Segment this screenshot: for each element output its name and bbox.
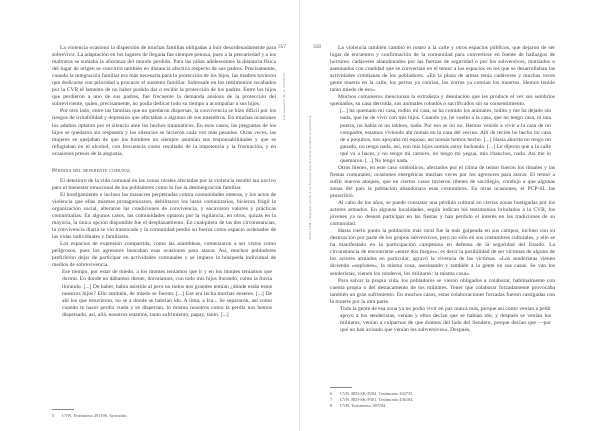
- footnote-rule: [330, 387, 352, 388]
- footnote: [52, 413, 276, 419]
- footnote-text: CVR. Testimonio 201196. Ayacucho.: [62, 413, 128, 418]
- page-number: 358: [313, 44, 321, 50]
- running-head-right: Tomo VIII | Segunda parte: Los factores que hicieron posible la violencia: [308, 115, 312, 240]
- footnote: 6 CVR. BDI-SK-P294. Testimonio 202735.: [330, 391, 414, 396]
- left-paragraph: La violencia ocasionó la dispersión de muchas familias obligadas a huir desordenadamente para sobrevivir. La adaptación en los lugares de llegada fue siempre penosa, pues a la precariedad y a los maltratos se sumaba la añoranza del mundo perdido. Para las niñas adolescentes la distancia física del lugar de origen se convirtió también en distancia afectiva respecto de sus padres. Precisamente, cuando la integración familiar era más necesaria para la protección de los hijos, las madres tuvieron que dedicarse con prioridad a procurar el sustento familiar. Sobresale en los testimonios recabados por la CVR el lamento de no haber podido dar o recibir la protección de los padres. Entre los hijos que perdieron a uno de sus padres, fue frecuente la demanda ansiosa de la protección del sobreviviente, quien, precisamente, no podía dedicar todo su tiempo a acompañar a sus hijos.: [52, 45, 276, 108]
- right-paragraph: Muchos comuneros mencionan la extrañeza y desolación que les produce el ver sus sembríos quemados, su casa derruida, sus animales robados o sacrificados sin su consentimiento.: [330, 94, 555, 108]
- right-paragraph: Al cabo de los años, se puede constatar una pérdida cultural en ciertas zonas hostigadas por los actores armados. En algunas localidades, según indican los testimonios brindados a la CVR, los jóvenes ya no desean participar en las fiestas y han perdido el interés en las tradiciones de su comunidad.: [330, 200, 555, 228]
- right-paragraph: Hasta cierto punto la población más rural fue la más golpeada en sus campos, incluso con su destrucción por parte de los grupos subversivos, pero no sólo en sus costumbres culturales, y ello se ha manifestado en la participación campesina en defensa de la seguridad del Estado. La circunstancia de encontrarse «entre dos fuegos», es decir la posibilidad de ser víctimas de alguno de los actores armados en particular, agravó la vivencia de las víctimas. «Los senderistas vienen diciendo «soplones», la misma cosa, asesinando y también a la gente en sus casas. Se van los senderistas, vienen los ronderos, los militares: la misma cosa».: [330, 228, 555, 277]
- section-title: Pérdida del referente comunal: [52, 167, 131, 174]
- left-paragraph: El deterioro de la vida comunal en las zonas rurales afectadas por la violencia resultó tan nocivo para el bienestar emocional de los pobladores como lo fue la desintegración familiar.: [52, 177, 276, 191]
- left-paragraph: Los espacios de expresión compartida, como las asambleas, comenzaron a ser vistos como peligrosos, pues los agresores buscaban esas ocasiones para atacar. Así, muchos pobladores prefirieron dejar de participar en actividades comunales y se impuso la búsqueda individual de medios de sobrevivencia.: [52, 241, 276, 269]
- footnotes: [330, 391, 555, 409]
- footnote-rule: [52, 409, 74, 410]
- testimony-quote: Ese tiempo, por estar de miedo, a los montes teníamos que ir y en los montes teníamos que dormir. En donde no dábamos diente, dormíamos, con todo mis hijos llorando, como la lluvia llorando. [...] De haber, había asistido al pero no todos nos grandes temían ¿dónde están estos nuestros hijos? Ello también, de miedo se fueron. [...] Ese era lecha muchas enseres. [...] De ahí los que estuvieron, no se a dónde se habrían ido. A lima, a Ica... Se separaron, así como cuando te hacer perdiz vuela y se dispersan, lo mismo nosotros como la perdiz nos hemos dispersado, así, allá, nosotros estamos, tanto sufrimiento, papay, tanto. [...]: [62, 269, 272, 318]
- right-page-body: [330, 45, 555, 334]
- left-paragraph: Por otro lado, entre las familias que no quedaron dispersas, la convivencia se hizo difícil por los riesgos de irritabilidad y depresión que afectaban a algunos de sus miembros. En muchas ocasiones los adultos optaron por el silencio ante los hechos traumáticos. En esos casos, las preguntas de los hijos se quedaron sin respuesta y los silencios se hicieron cada vez más pesados. Otras veces, las mujeres se quejaban de que los hombres no siempre asumían sus responsabilidades y que se refugiaban en el alcohol, con frecuencia como resultado de la impotencia y la frustración, y en ocasiones presos de la angustia.: [52, 108, 276, 157]
- testimony-quote: Toda la gente de esa zona ya no podía vivir en paz nunca más, porque así como venían a pedir apoyo a los senderistas, venían y ellos decían que se habían ido, y después se venían los militares, venían a culparnos de que éramos del lado del Sendero, porque decían que —por qué no han avisado que venían los subversivos». Después,: [340, 305, 551, 333]
- right-paragraph: Otros bienes, en este caso simbólicos, afectados por el clima de temor fueron los rituales y las fiestas comunales, ocasiones energéticas muchas veces por los agresores para atacar. El temor a sufrir nuevos ataques, que en ciertos casos tuvieron ribetes de sacrilegio, condujo a que algunas zonas del país la población abandonara esas costumbres. En otras ocasiones, el PCP-SL las proscribió.: [330, 164, 555, 199]
- page-number: 357: [278, 44, 286, 50]
- footnote-number: 5: [52, 413, 55, 418]
- running-head-left: Las secuelas de la violencia: [282, 72, 286, 120]
- right-paragraph: Para salvar la propia vida, los pobladores se vieron obligados a colaborar, habitualmente con cuenta propia o del destacamento de los militares. Tener que colaborar forzadamente provocaba también un gran sufrimiento. En muchos casos, estas colaboraciones forzadas fueron castigadas con la muerte por la otra parte.: [330, 277, 555, 305]
- left-page-body: [52, 45, 276, 319]
- left-paragraph: El hostigamiento e incluso las masacres perpetradas contra comunidades enteras, y los actos de violencia que ellas mismas protagonizaron, debilitaron los lazos comunitarios, hicieron frágil la organización social, alteraron las condiciones de convivencia, y socavaron valores y prácticas comunitarias. En algunos casos, las comunidades optaron por la vigilancia; en otros, quizás en la mayoría, la única opción disponible fue el desplazamiento. En cualquiera de las dos circunstancias, la convivencia diaria se vio trastocada y la comunidad perdió su fuerza como espacio ordenador de las vidas individuales y familiares.: [52, 191, 276, 241]
- footnote: 8 CVR. Testimonio 100784.: [330, 403, 387, 408]
- footnote: 7 CVR. BDI-SK-P301. Testimonio 436184.: [330, 397, 414, 402]
- right-paragraph: La violencia también cambió el rostro a la calle y otros espacios públicos, que dejaron de ser lugar de encuentro y confirmación de la comunidad para convertirse en fuente de hallazgos de horrores: cadáveres abandonados por las fuerzas de seguridad o por los subversivos, mutilados o asesinados con crueldad que se convertían en el temor a los espacios en los que se desarrollaban las actividades cotidianas de los pobladores. «En la plaza de armas tenía cadáveres y muchas veces gente muerta en la calle, los perros ya comían, los zorros ya comían los muertos. Hemos tenido tanto miedo de eso».: [330, 45, 555, 94]
- testimony-quote: [...] ha quemado mi casa, todito mi casa, se ha comido los animales, todito y me ha dejado sin nada, que he de vivir con mis hijos. Cuando ya, he vuelto a la casa, que no tengo casa, ni una puerta, no había ni un tablero, nada. Por eso se mi no. Hemos venido a vivir a la casa de mi compadre, estamos viviendo ahí nomás en la casa del vecino. Allí de recién he hecho mi casa de a poquitos, nos apoyaba mi esposo, así nomás hemos hecho. [...] Hasta ahorita no tengo mi ganado, no tengo nada, así, con mis hijos nomás estoy luchando. [...] Le dijeron que a la calle qué va a hacer, y no tengo mi carnero, no tengo mi yegua, mis chanchos, nada. Así me lo quemaron. [...] No tengo nada.: [340, 108, 551, 164]
